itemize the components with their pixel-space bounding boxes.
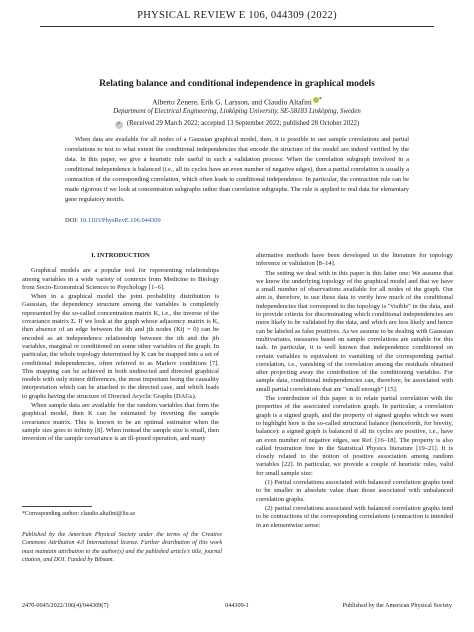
author-mark: * [318,97,322,103]
body-paragraph: When in a graphical model the joint probability distribution is Gaussian, the dependency structure among the variables is completely represented by the so-called concentration matrix K, i.e., the inverse of the covariance matrix Σ. If we look at the graph whose adjacency matrix is K, then absence of an edge between the ith and jth nodes (Kij = 0) can be encoded as an independence relationship between the ith and the jth variables, marginal or conditioned on some other variables of the graph. In particular, the whole topology determined by K can be mapped into a set of conditional independencies, often referred to as Markov conditions [7]. This mapping can be achieved in both undirected and directed graphical models with only minor differences, the most important being the causality interpretation which can be attached to the directed case, and which leads to graphs having the structure of Directed Acyclic Graphs (DAGs). [22,293,219,400]
body-paragraph: (1) Partial correlations associated with balanced correlation graphs tend to be smaller in absolute value than those associated with unbalanced correlation graphs. [256,479,453,503]
body-paragraph: alternative methods have been developed in the literature for topology inference or validation [8–14]. [256,252,453,268]
body-paragraph: The contribution of this paper is to relate partial correlation with the properties of the associated correlation graph. In particular, a correlation graph is a signed graph, and the property of signed graphs which we want to highlight here is the so-called structural balance (henceforth, for brevity, balance): a signed graph is balanced if all its cycles are positive, i.e., have an even number of negative edges, see Ref. [16–18]. The property is also called frustration free in the Statistical Physics literature [19–21]. It is closely related to the notion of positive association among random variables [22]. In particular, we provide a couple of heuristic rules, valid for small sample size: [256,395,453,477]
license-notice: Published by the American Physical Society under the terms of the Creative Commons Attribution 4.0 International license. Further distribution of this work must maintain attribution to the author(s) and the published article's title, journal citation, and DOI. Funded by Bibsam. [22,532,222,563]
doi-label: DOI: [65,217,79,224]
received-dates-line [20,120,454,129]
body-paragraph: (2) partial correlations associated with balanced correlation graphs tend to be contractions of the corresponding correlations (contraction is intended in an elementwise sense: [256,504,453,529]
footnote-rule [22,506,92,507]
footer-issn: 2470-0045/2022/106(4)/044309(7) [22,602,109,609]
doi-line [65,217,161,224]
body-paragraph: The setting we deal with in this paper is this latter one: We assume that we know the underlying topology of the graphical model and that we have a small number of observations available for all nodes of the graph. Our aim is, therefore, to use these data to verify how much of the conditional independencies that correspond to the topology is "visible" in the data, and to provide criteria for discriminating which conditional independencies are more likely to be validated by the data, and which are less likely and hence can be labeled as false positives. As we assume to be dealing with Gaussian multivariates, measures based on sample correlations are suitable for this task. In particular, it is well known that independence conditioned on certain variables is equivalent to vanishing of the corresponding partial correlation, i.e., vanishing of the correlation among the residuals obtained after projecting away the contribution of the conditioning variables. For sample data, conditional independencies can, therefore, be associated with small partial correlations that are "small enough" [15]. [256,269,453,393]
left-column [22,252,219,445]
right-column [256,252,453,531]
corresponding-author-footnote: *Corresponding author: claudio.altafini@liu.se [22,511,136,517]
running-head: PHYSICAL REVIEW E 106, 044309 (2022) [137,10,337,21]
author-line [20,97,454,106]
crossmark-icon[interactable]: ✓ [116,122,121,127]
article-title: Relating balance and conditional independence in graphical models [99,78,375,89]
footer-page-number: 044309-1 [225,602,249,609]
abstract: When data are available for all nodes of a Gaussian graphical model, then, it is possible to use sample correlations and partial correlations to test to what extent the conditional independencies that encode the structure of the model are indeed verified by the data. In this paper, we give a heuristic rule useful in such a validation process: When the correlation subgraph involved in a conditional independence is balanced (i.e., all its cycles have an even number of negative edges), then a partial correlation is usually a contraction of the corresponding correlation, which often leads to conditional independence. In particular, the contraction rule can be made rigorous if we look at concentration subgraphs rather than correlation subgraphs. The rule is applied to real data for elementary gene regulatory motifs. [65,136,409,203]
body-paragraph: When sample data are available for the random variables that form the graphical model, then K can be estimated by inverting the sample covariance matrix. This is known to be an optimal estimator when the sample size goes to infinity [8]. When instead the sample size is small, then inversion of the sample covariance is an ill-posed operation, and many [22,402,219,443]
footer-publisher: Published by the American Physical Society [342,602,452,609]
body-paragraph: Graphical models are a popular tool for representing relationships among variables in a wide variety of contexts from Medicine to Biology from Socio-Economical Sciences to Psychology [1–6]. [22,267,219,291]
authors: Alberto Zenere, Erik G. Larsson, and Claudio Altafini [152,97,312,107]
affiliation: Department of Electrical Engineering, Linköping University, SE-58183 Linköping, Sweden [113,108,361,115]
section-heading: I. INTRODUCTION [91,252,150,259]
received-dates: (Received 29 March 2022; accepted 13 September 2022; published 28 October 2022) [126,120,360,127]
header-rule [40,26,434,27]
doi-link[interactable]: 10.1103/PhysRevE.106.044309 [79,217,161,224]
